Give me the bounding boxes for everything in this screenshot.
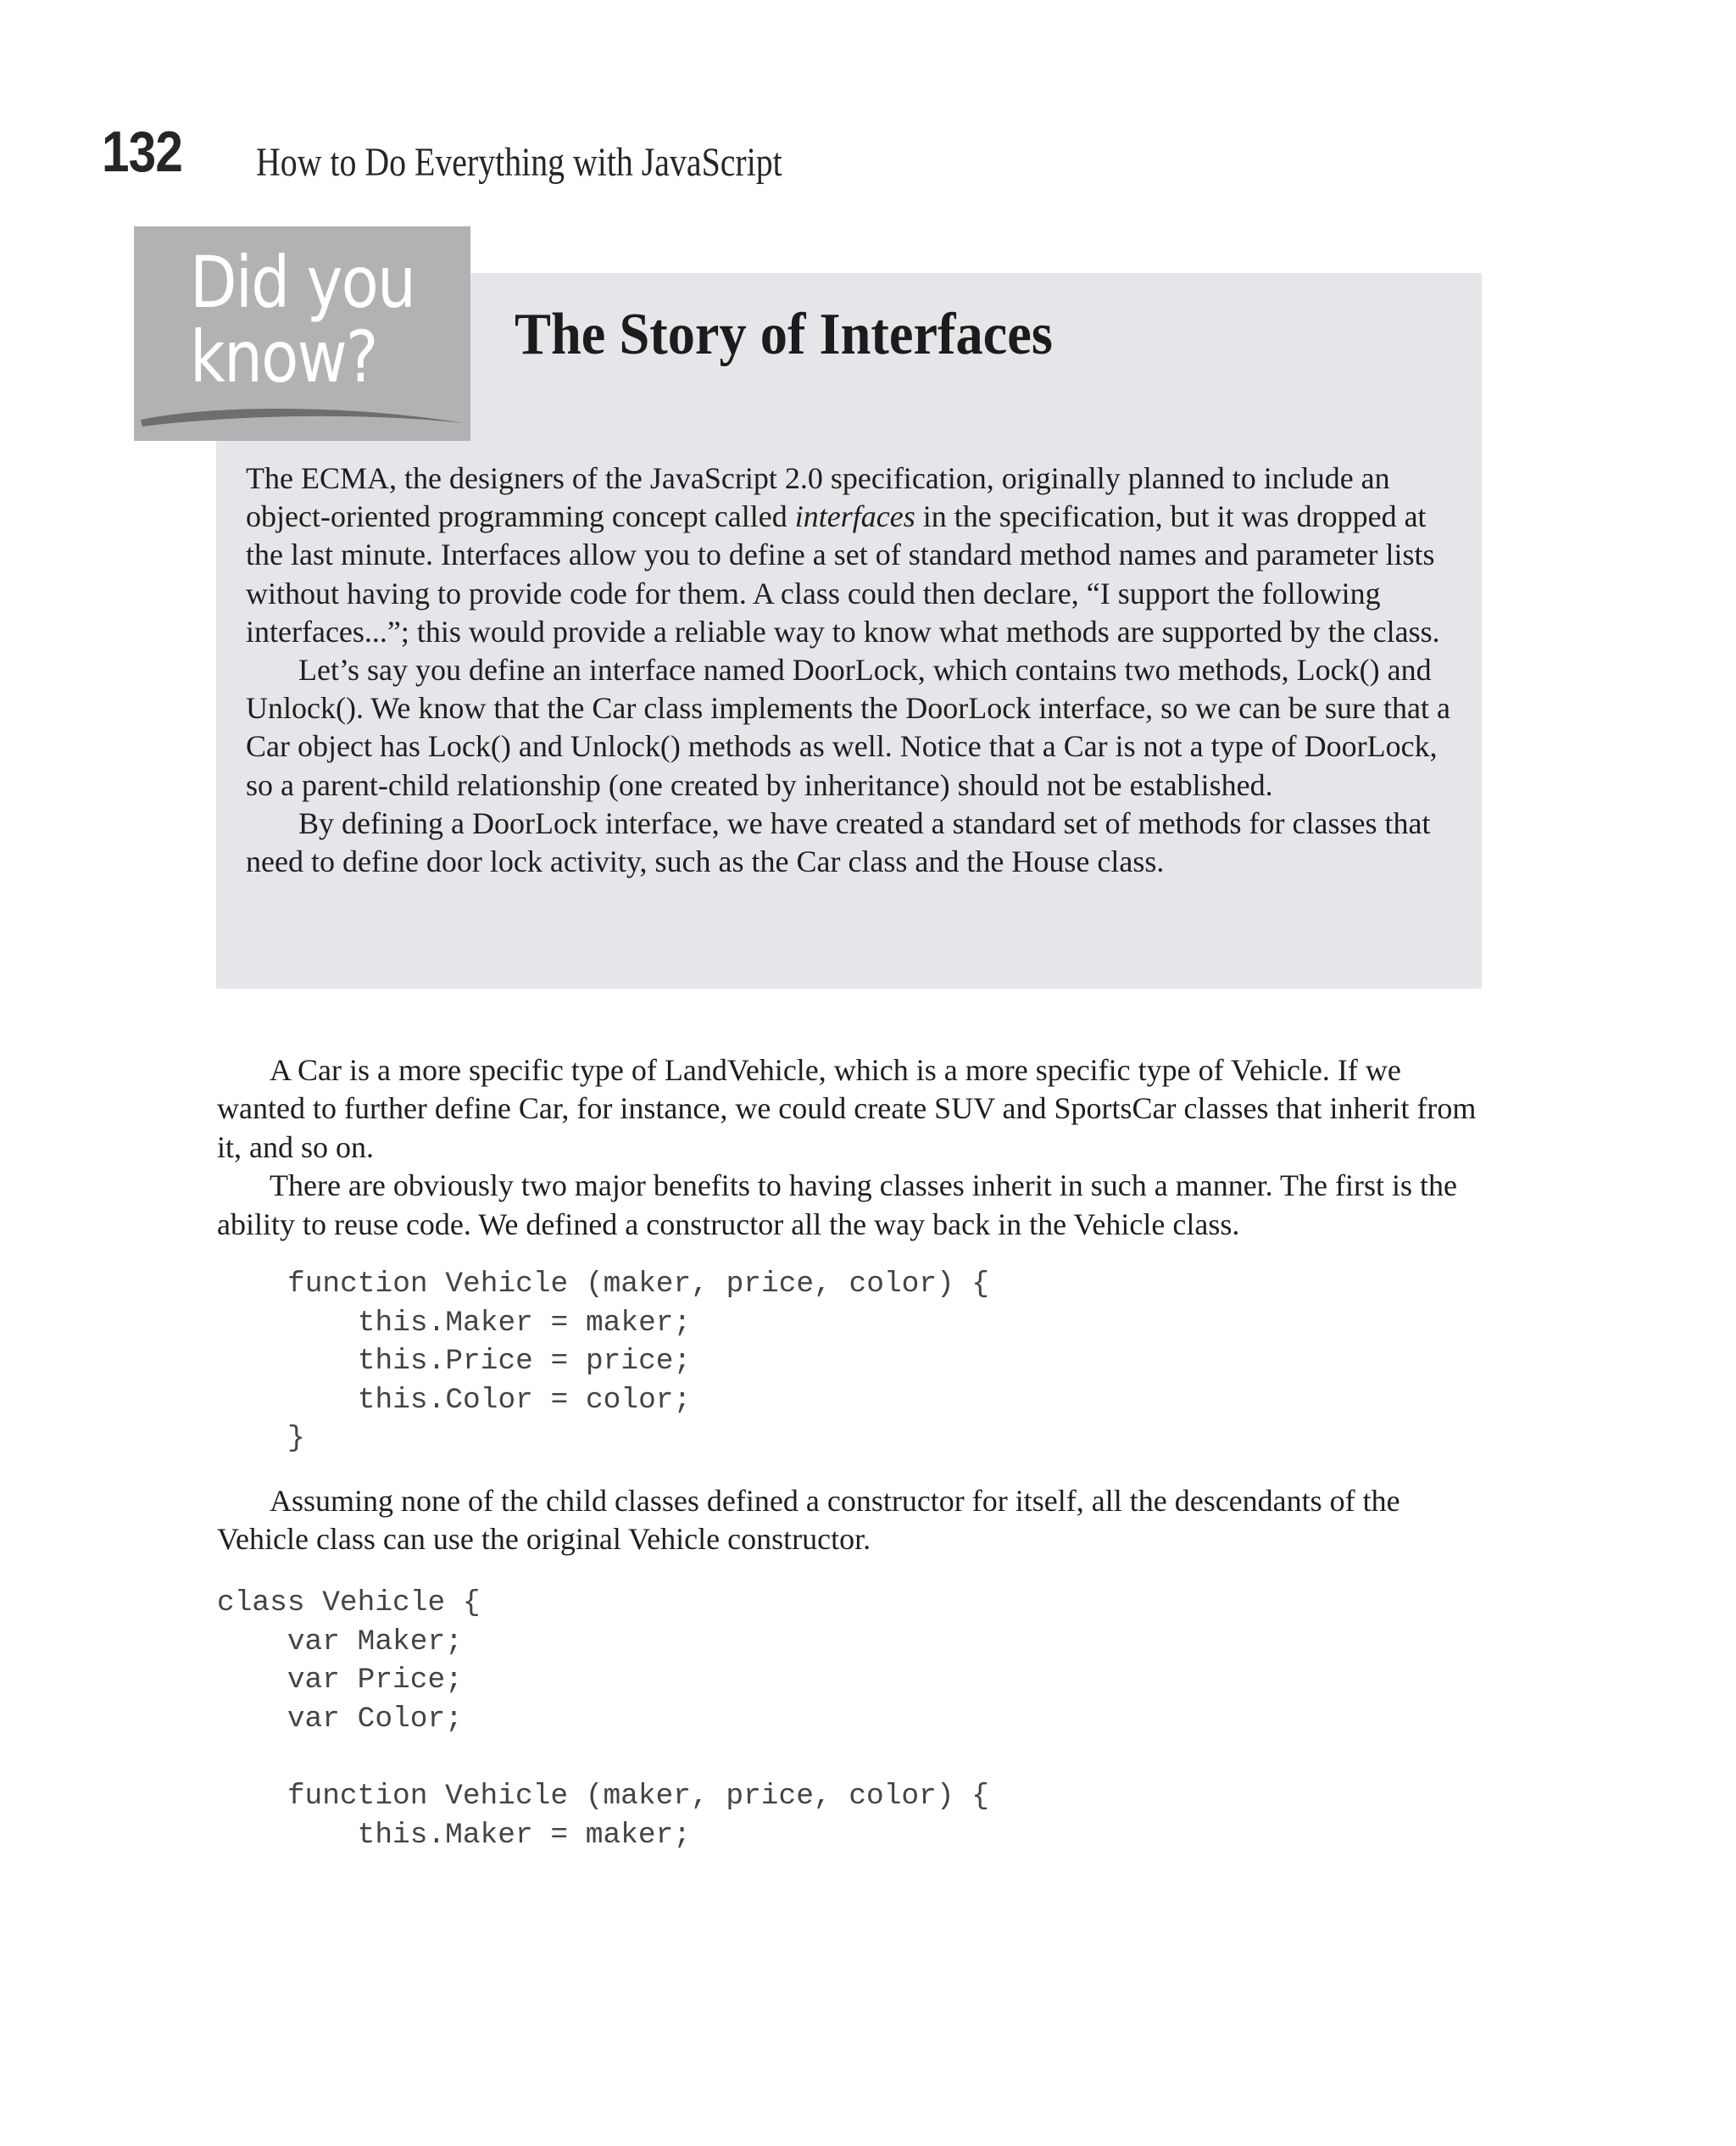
did-you-know-label: Did you know? xyxy=(190,241,415,399)
emphasis-interfaces: interfaces xyxy=(794,499,915,534)
page-header xyxy=(102,119,782,195)
swoosh-underline-icon xyxy=(137,398,468,435)
body-paragraph-1: A Car is a more specific type of LandVehicle, which is a more specific type of Vehicle. If we wanted to further define Car, for instance, we could create SUV and SportsCar classes that inherit from it, and so on. xyxy=(217,1053,1477,1164)
running-head: How to Do Everything with JavaScript xyxy=(256,140,782,185)
code-listing-class: class Vehicle { var Maker; var Price; var Color; function Vehicle (maker, price, color) { this.Maker = maker; xyxy=(217,1586,989,1852)
did-you-know-tab xyxy=(134,226,470,441)
code-listing-constructor: function Vehicle (maker, price, color) { this.Maker = maker; this.Price = price; this.Color = color; } xyxy=(287,1268,990,1456)
body-paragraph-3: Assuming none of the child classes defined a constructor for itself, all the descendants of the Vehicle class can use the original Vehicle constructor. xyxy=(217,1484,1400,1557)
body-paragraph-2: There are obviously two major benefits to having classes inherit in such a manner. The first is the ability to reuse code. We defined a constructor all the way back in the Vehicle class. xyxy=(217,1168,1457,1241)
body-text-block-2 xyxy=(217,1482,1488,1559)
sidebar-paragraph-1: The ECMA, the designers of the JavaScript 2.0 specification, originally planned to include an object-oriented programming concept called interfaces in the specification, but it was dropped at the last minute. Interfaces allow you to define a set of standard method names and parameter lists without having to provide code for them. A class could then declare, “I support the following interfaces...”; this would provide a reliable way to know what methods are supported by the class. xyxy=(246,461,1440,649)
body-text-block-1 xyxy=(217,1051,1488,1244)
page-number: 132 xyxy=(102,120,183,184)
sidebar-title: The Story of Interfaces xyxy=(515,302,1053,367)
sidebar-paragraph-2: Let’s say you define an interface named DoorLock, which contains two methods, Lock() and Unlock(). We know that the Car class implements the DoorLock interface, so we can be sure that a Car object has Lock() and Unlock() methods as well. Notice that a Car is not a type of DoorLock, so a parent-child relationship (one created by inheritance) should not be established. xyxy=(246,653,1450,802)
sidebar-body xyxy=(246,460,1466,881)
sidebar-paragraph-3: By defining a DoorLock interface, we have created a standard set of methods for classes that need to define door lock activity, such as the Car class and the House class. xyxy=(246,805,1431,879)
